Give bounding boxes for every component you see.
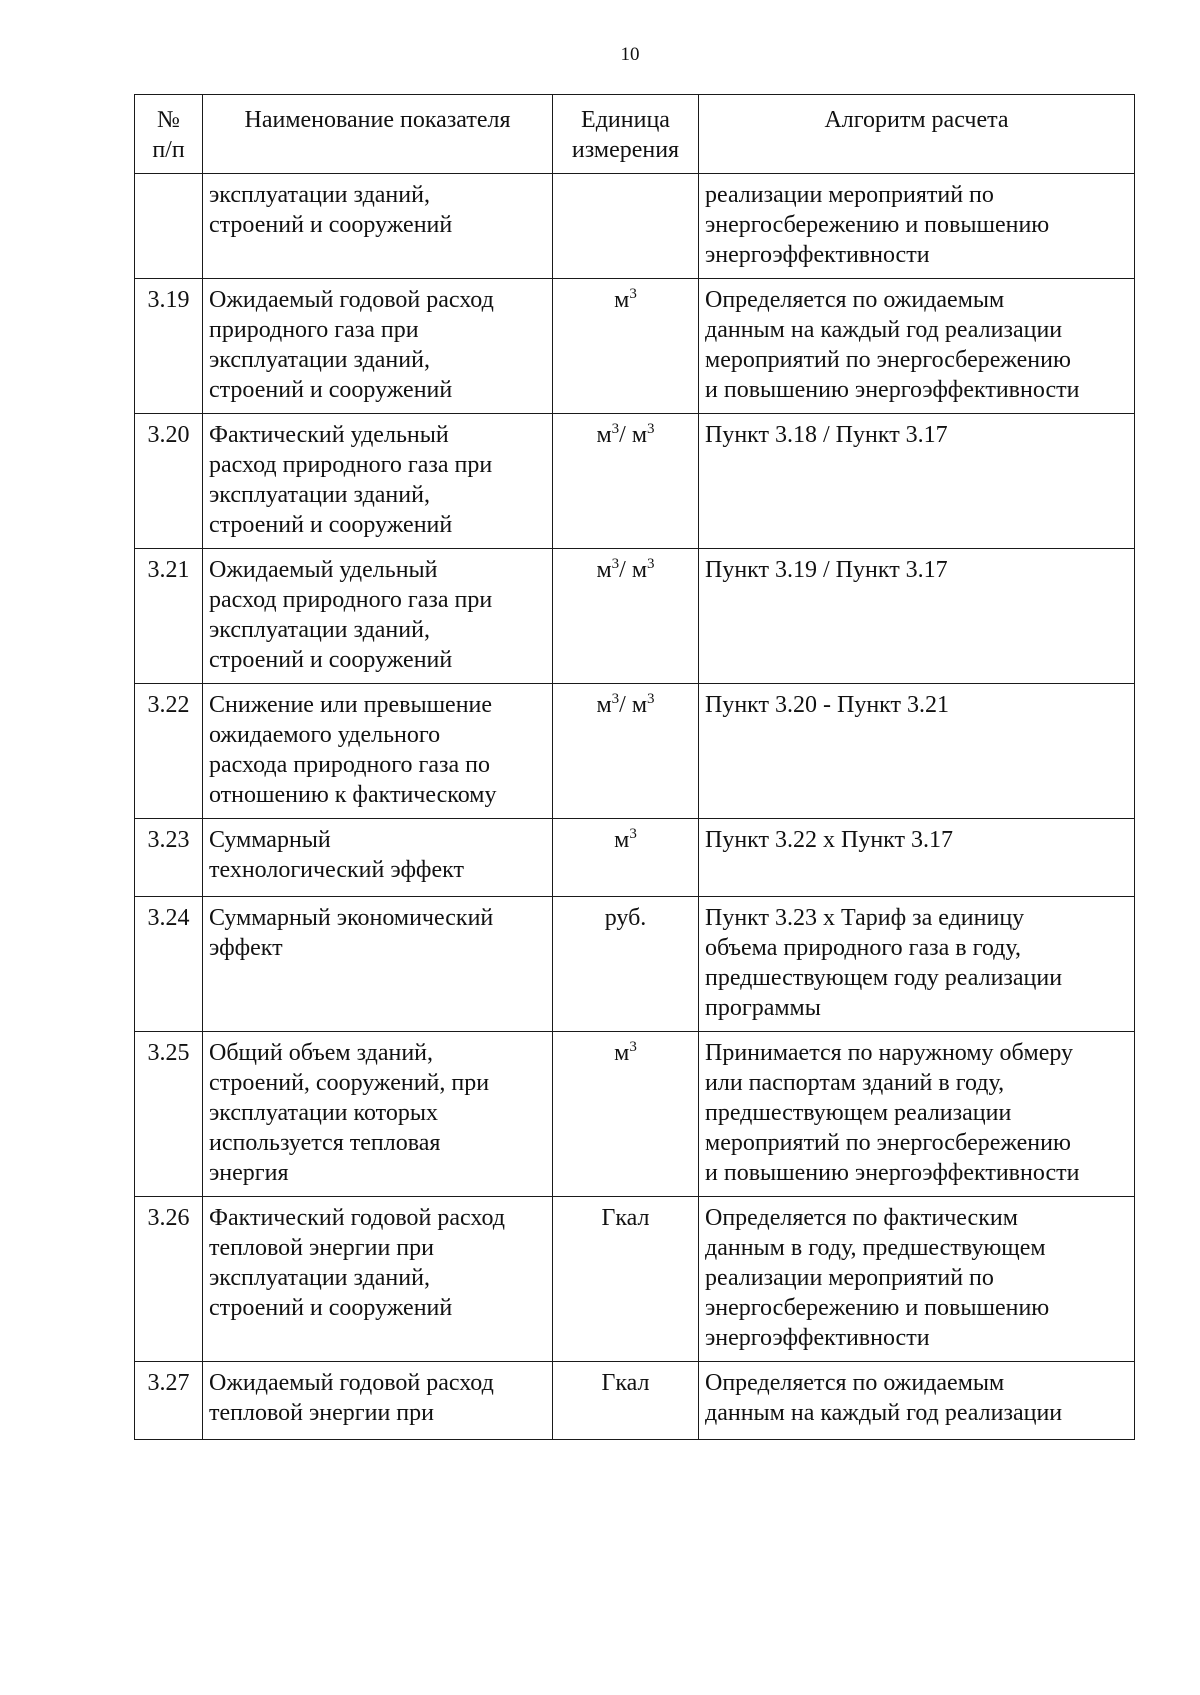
- row-indicator-name: Общий объем зданий, строений, сооружений, при эксплуатации которых используется тепловая энергия: [203, 1032, 553, 1197]
- row-number: 3.20: [135, 414, 203, 549]
- row-algorithm: Определяется по ожидаемым данным на каждый год реализации: [699, 1362, 1135, 1440]
- unit-base: м: [596, 557, 612, 583]
- row-number: 3.22: [135, 684, 203, 819]
- row-number: [135, 174, 203, 279]
- unit-exponent: 3: [611, 421, 620, 437]
- table-row: [135, 414, 1135, 549]
- row-algorithm: реализации мероприятий по энергосбережению и повышению энергоэффективности: [699, 174, 1135, 279]
- row-indicator-name: Ожидаемый удельный расход природного газа при эксплуатации зданий, строений и сооружений: [203, 549, 553, 684]
- table-row: [135, 684, 1135, 819]
- row-number: 3.23: [135, 819, 203, 897]
- header-unit: Единица измерения: [553, 95, 699, 174]
- row-unit: [553, 684, 699, 819]
- row-indicator-name: Ожидаемый годовой расход природного газа при эксплуатации зданий, строений и сооружений: [203, 279, 553, 414]
- unit-base: м: [614, 827, 630, 853]
- row-algorithm: Пункт 3.18 / Пункт 3.17: [699, 414, 1135, 549]
- row-number: 3.24: [135, 897, 203, 1032]
- row-algorithm: Пункт 3.20 - Пункт 3.21: [699, 684, 1135, 819]
- row-indicator-name: Фактический годовой расход тепловой энергии при эксплуатации зданий, строений и сооружений: [203, 1197, 553, 1362]
- row-indicator-name: Суммарный экономический эффект: [203, 897, 553, 1032]
- row-algorithm: Пункт 3.19 / Пункт 3.17: [699, 549, 1135, 684]
- unit-base: Гкал: [601, 1370, 650, 1396]
- row-number: 3.19: [135, 279, 203, 414]
- row-unit: [553, 1032, 699, 1197]
- unit-base: м: [614, 1040, 630, 1066]
- row-unit: [553, 549, 699, 684]
- row-unit: [553, 1362, 699, 1440]
- header-indicator-name: Наименование показателя: [203, 95, 553, 174]
- row-number: 3.27: [135, 1362, 203, 1440]
- table-header-row: [135, 95, 1135, 174]
- unit-exponent: 3: [629, 826, 637, 842]
- unit-base: Гкал: [601, 1205, 650, 1231]
- table-row: [135, 897, 1135, 1032]
- row-unit: [553, 1197, 699, 1362]
- row-algorithm: Определяется по фактическим данным в году, предшествующем реализации мероприятий по энергосбережению и повышению энергоэффективности: [699, 1197, 1135, 1362]
- row-indicator-name: Снижение или превышение ожидаемого удельного расхода природного газа по отношению к фактическому: [203, 684, 553, 819]
- unit-denominator-exponent: 3: [647, 556, 655, 572]
- row-indicator-name: Фактический удельный расход природного газа при эксплуатации зданий, строений и сооружений: [203, 414, 553, 549]
- table-row: [135, 1362, 1135, 1440]
- unit-base: м: [614, 287, 630, 313]
- unit-denominator: / м: [619, 692, 648, 718]
- unit-exponent: 3: [629, 286, 637, 302]
- row-number: 3.25: [135, 1032, 203, 1197]
- unit-exponent: 3: [611, 691, 620, 707]
- row-unit: [553, 819, 699, 897]
- row-indicator-name: Суммарный технологический эффект: [203, 819, 553, 897]
- page-number: 10: [620, 44, 640, 65]
- unit-denominator: / м: [619, 557, 648, 583]
- unit-denominator-exponent: 3: [647, 421, 655, 437]
- unit-exponent: 3: [611, 556, 620, 572]
- row-unit: [553, 414, 699, 549]
- row-unit: [553, 279, 699, 414]
- row-algorithm: Пункт 3.23 х Тариф за единицу объема природного газа в году, предшествующем году реализации программы: [699, 897, 1135, 1032]
- row-algorithm: Принимается по наружному обмеру или паспортам зданий в году, предшествующем реализации мероприятий по энергосбережению и повышению энергоэффективности: [699, 1032, 1135, 1197]
- table-row: [135, 549, 1135, 684]
- unit-denominator-exponent: 3: [647, 691, 655, 707]
- row-number: 3.26: [135, 1197, 203, 1362]
- table-row: [135, 1197, 1135, 1362]
- unit-base: руб.: [604, 905, 647, 931]
- row-number: 3.21: [135, 549, 203, 684]
- row-unit: [553, 897, 699, 1032]
- row-unit: [553, 174, 699, 279]
- row-algorithm: Пункт 3.22 х Пункт 3.17: [699, 819, 1135, 897]
- unit-exponent: 3: [629, 1039, 637, 1055]
- unit-base: м: [596, 422, 612, 448]
- unit-denominator: / м: [619, 422, 648, 448]
- row-algorithm: Определяется по ожидаемым данным на каждый год реализации мероприятий по энергосбережению и повышению энергоэффективности: [699, 279, 1135, 414]
- row-indicator-name: эксплуатации зданий, строений и сооружений: [203, 174, 553, 279]
- header-algorithm: Алгоритм расчета: [699, 95, 1135, 174]
- table-row: [135, 174, 1135, 279]
- unit-base: м: [596, 692, 612, 718]
- table-row: [135, 819, 1135, 897]
- header-number: № п/п: [135, 95, 203, 174]
- row-indicator-name: Ожидаемый годовой расход тепловой энергии при: [203, 1362, 553, 1440]
- table-row: [135, 279, 1135, 414]
- indicators-table: [134, 94, 1135, 1440]
- table-row: [135, 1032, 1135, 1197]
